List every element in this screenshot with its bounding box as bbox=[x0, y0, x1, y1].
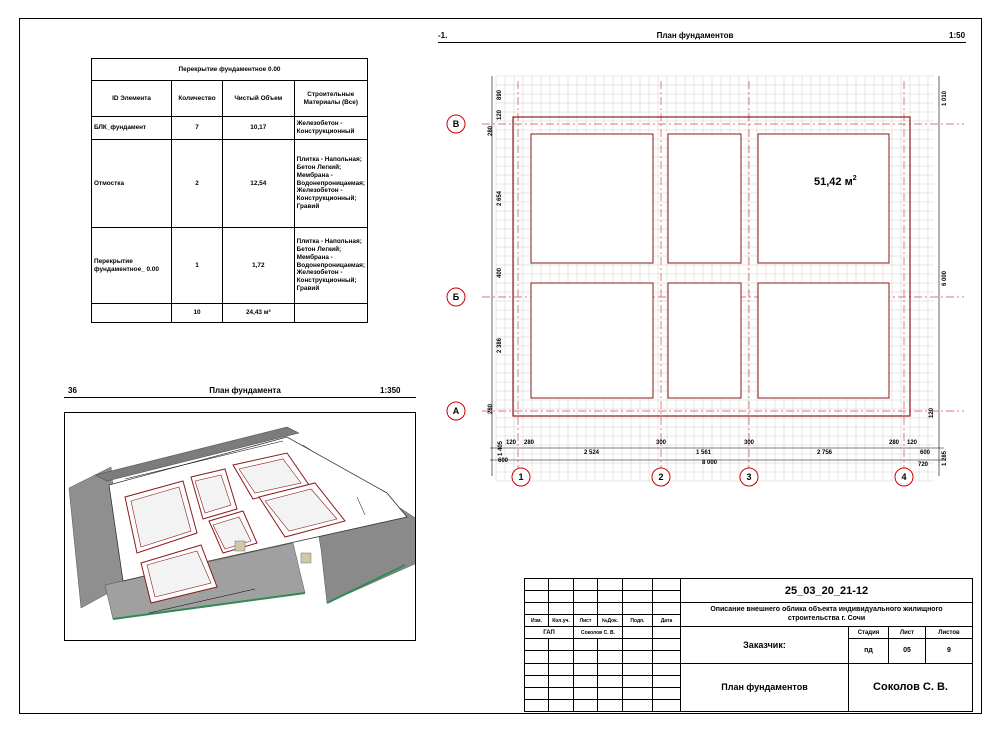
schedule-row bbox=[92, 117, 368, 140]
plan-title: План фундаментов bbox=[656, 31, 734, 40]
dim-label: 1 285 bbox=[942, 450, 948, 466]
axis-label-col: 3 bbox=[746, 472, 752, 482]
tb-cell bbox=[653, 639, 681, 651]
stage-value: пд bbox=[849, 639, 889, 663]
tb-cell bbox=[549, 675, 574, 687]
dim-label: 2 524 bbox=[584, 450, 600, 456]
tb-cell bbox=[549, 651, 574, 663]
material-line: Мембрана - bbox=[296, 171, 333, 179]
role-name: Соколов С. В. bbox=[574, 627, 623, 639]
tb-cell bbox=[525, 699, 549, 711]
col-header-ndok: №Док. bbox=[598, 615, 623, 627]
tb-cell bbox=[653, 675, 681, 687]
tb-cell bbox=[574, 651, 598, 663]
dim-label: 280 bbox=[488, 125, 494, 136]
tb-cell bbox=[549, 699, 574, 711]
author-name: Соколов С. В. bbox=[849, 663, 973, 711]
project-description bbox=[681, 603, 973, 627]
schedule-cell-count: 1 bbox=[172, 228, 223, 304]
col-header-list: Лист bbox=[574, 615, 598, 627]
view3d-title: План фундамента bbox=[209, 386, 281, 395]
tb-cell bbox=[598, 651, 623, 663]
material-line: Плитка - Напольная; bbox=[296, 156, 362, 164]
tb-cell bbox=[598, 675, 623, 687]
sheets-value: 9 bbox=[926, 639, 973, 663]
tb-cell bbox=[623, 579, 653, 591]
schedule-total-count: 10 bbox=[172, 304, 223, 323]
tb-cell bbox=[623, 687, 653, 699]
axis-label-col: 1 bbox=[518, 472, 524, 482]
schedule-cell-empty bbox=[294, 304, 367, 323]
tb-cell bbox=[574, 591, 598, 603]
schedule-cell-volume: 10,17 bbox=[222, 117, 294, 140]
material-line: Водонепроницаемая; bbox=[296, 179, 365, 187]
tb-cell bbox=[653, 627, 681, 639]
foundation-pits bbox=[531, 134, 889, 398]
tb-cell bbox=[598, 699, 623, 711]
tb-cell bbox=[574, 687, 598, 699]
tb-cell bbox=[653, 591, 681, 603]
tb-cell bbox=[623, 651, 653, 663]
axis-label-col: 4 bbox=[901, 472, 907, 482]
material-line: Железобетон - bbox=[296, 269, 343, 277]
tb-cell bbox=[598, 579, 623, 591]
sheet-value: 05 bbox=[889, 639, 926, 663]
column-axis-markers bbox=[512, 468, 913, 486]
stage-label: Стадия bbox=[849, 627, 889, 639]
project-code: 25_03_20_21-12 bbox=[681, 579, 973, 603]
dim-label: 6 000 bbox=[942, 270, 948, 286]
view3d-frame bbox=[64, 412, 416, 641]
tb-cell bbox=[525, 591, 549, 603]
schedule-table bbox=[91, 58, 368, 323]
tb-cell bbox=[623, 591, 653, 603]
schedule-cell-materials bbox=[294, 117, 367, 140]
tb-cell bbox=[549, 591, 574, 603]
isometric-foundation-view bbox=[65, 413, 415, 640]
dim-label: 300 bbox=[744, 440, 755, 446]
material-line: Конструкционный bbox=[296, 128, 355, 135]
tb-cell bbox=[525, 687, 549, 699]
tb-cell bbox=[549, 579, 574, 591]
dim-label: 2 654 bbox=[497, 190, 503, 206]
tb-cell bbox=[598, 687, 623, 699]
sheets-label: Листов bbox=[926, 627, 973, 639]
dim-label: 300 bbox=[656, 440, 667, 446]
schedule-cell-id: БЛК_фундамент bbox=[92, 117, 172, 140]
foundation-plan bbox=[434, 46, 974, 496]
material-line: Бетон Легкий; bbox=[296, 245, 342, 253]
dim-label: 1 010 bbox=[942, 90, 948, 106]
title-block bbox=[524, 578, 973, 712]
customer-label: Заказчик: bbox=[681, 627, 849, 663]
tb-cell bbox=[574, 579, 598, 591]
tb-cell bbox=[598, 603, 623, 615]
dim-label: 1 561 bbox=[696, 450, 712, 456]
schedule-row bbox=[92, 228, 368, 304]
col-header-izm: Изм. bbox=[525, 615, 549, 627]
tb-cell bbox=[653, 651, 681, 663]
dim-label: 120 bbox=[506, 440, 517, 446]
tb-cell bbox=[574, 639, 598, 651]
schedule-header-count: Количество bbox=[172, 81, 223, 117]
schedule-header-volume: Чистый Объем bbox=[222, 81, 294, 117]
plan-number: -1. bbox=[438, 31, 448, 40]
schedule-cell-count: 2 bbox=[172, 140, 223, 228]
dim-label: 890 bbox=[497, 89, 503, 100]
tb-cell bbox=[574, 603, 598, 615]
dim-label: 120 bbox=[907, 440, 918, 446]
tb-cell bbox=[574, 675, 598, 687]
schedule-cell-empty bbox=[92, 304, 172, 323]
tb-cell bbox=[598, 639, 623, 651]
tb-cell bbox=[574, 699, 598, 711]
tb-cell bbox=[525, 651, 549, 663]
description-line: строительства г. Сочи bbox=[787, 614, 866, 622]
dim-label: 280 bbox=[889, 440, 900, 446]
tb-cell bbox=[549, 687, 574, 699]
tb-cell bbox=[623, 663, 653, 675]
plan-heading-line bbox=[438, 42, 966, 43]
tb-cell bbox=[525, 579, 549, 591]
material-line: Железобетон - bbox=[296, 120, 343, 128]
material-line: Железобетон - bbox=[296, 187, 343, 195]
tb-cell bbox=[623, 627, 653, 639]
axis-label-col: 2 bbox=[658, 472, 664, 482]
dim-label: 120 bbox=[929, 407, 935, 418]
material-line: Гравий bbox=[296, 285, 320, 293]
tb-cell bbox=[653, 603, 681, 615]
schedule-header-materials: Строительные Материалы (Все) bbox=[294, 81, 367, 117]
material-line: Гравий bbox=[296, 203, 320, 211]
schedule-cell-materials bbox=[294, 228, 367, 304]
material-line: Бетон Легкий; bbox=[296, 163, 342, 171]
tb-cell bbox=[549, 663, 574, 675]
dim-label: 8 000 bbox=[702, 460, 718, 466]
tb-cell bbox=[653, 579, 681, 591]
schedule-cell-volume: 1,72 bbox=[222, 228, 294, 304]
tb-cell bbox=[623, 639, 653, 651]
tb-cell bbox=[623, 675, 653, 687]
drawing-title: План фундаментов bbox=[681, 663, 849, 711]
plan-scale: 1:50 bbox=[949, 31, 966, 40]
tb-cell bbox=[623, 699, 653, 711]
tb-cell bbox=[653, 663, 681, 675]
schedule-total-volume: 24,43 м³ bbox=[222, 304, 294, 323]
dim-label: 2 386 bbox=[497, 337, 503, 353]
sheet-label: Лист bbox=[889, 627, 926, 639]
material-line: Водонепроницаемая; bbox=[296, 261, 365, 269]
axis-label-row: В bbox=[452, 119, 460, 129]
tb-cell bbox=[525, 663, 549, 675]
schedule-totals-row bbox=[92, 304, 368, 323]
schedule-cell-volume: 12,54 bbox=[222, 140, 294, 228]
dim-label: 280 bbox=[488, 403, 494, 414]
role-label: ГАП bbox=[525, 627, 574, 639]
view3d-number: 36 bbox=[68, 386, 77, 395]
view3d-scale: 1:350 bbox=[380, 386, 401, 395]
tb-cell bbox=[525, 603, 549, 615]
schedule-header-id: ID Элемента bbox=[92, 81, 172, 117]
col-header-koluch: Кол.уч. bbox=[549, 615, 574, 627]
schedule-title: Перекрытие фундаментное 0.00 bbox=[92, 59, 368, 81]
col-header-data: Дата bbox=[653, 615, 681, 627]
dim-label: 1 405 bbox=[498, 440, 504, 456]
axis-label-row: А bbox=[452, 406, 460, 416]
tb-cell bbox=[653, 699, 681, 711]
tb-cell bbox=[623, 603, 653, 615]
dim-label: 280 bbox=[524, 440, 535, 446]
schedule-row bbox=[92, 140, 368, 228]
tb-cell bbox=[598, 663, 623, 675]
view3d-heading-line bbox=[64, 397, 416, 398]
tb-cell bbox=[525, 639, 549, 651]
dim-label: 600 bbox=[920, 450, 931, 456]
isometric-foundation bbox=[69, 427, 415, 619]
tb-cell bbox=[574, 663, 598, 675]
area-label: 51,42 $м^2$ bbox=[814, 175, 857, 188]
dim-label: 720 bbox=[918, 462, 929, 468]
material-line: Плитка - Напольная; bbox=[296, 238, 362, 246]
material-line: Мембрана - bbox=[296, 253, 333, 261]
description-line: Описание внешнего облика объекта индивидуального жилищного bbox=[710, 605, 943, 613]
col-header-podp: Подп. bbox=[623, 615, 653, 627]
dim-label: 600 bbox=[498, 458, 509, 464]
tb-cell bbox=[525, 675, 549, 687]
schedule-cell-id: Отмостка bbox=[92, 140, 172, 228]
schedule-cell-id: Перекрытие фундаментное_ 0.00 bbox=[92, 228, 172, 304]
schedule-cell-count: 7 bbox=[172, 117, 223, 140]
tb-cell bbox=[549, 639, 574, 651]
axis-label-row: Б bbox=[452, 292, 460, 302]
dim-label: 400 bbox=[497, 267, 503, 278]
tb-cell bbox=[598, 591, 623, 603]
tb-cell bbox=[549, 603, 574, 615]
dim-label: 120 bbox=[497, 109, 503, 120]
dim-label: 2 756 bbox=[817, 450, 833, 456]
row-axis-markers bbox=[447, 115, 465, 420]
material-line: Конструкционный; bbox=[296, 277, 357, 285]
schedule-cell-materials bbox=[294, 140, 367, 228]
material-line: Конструкционный; bbox=[296, 195, 357, 203]
tb-cell bbox=[653, 687, 681, 699]
